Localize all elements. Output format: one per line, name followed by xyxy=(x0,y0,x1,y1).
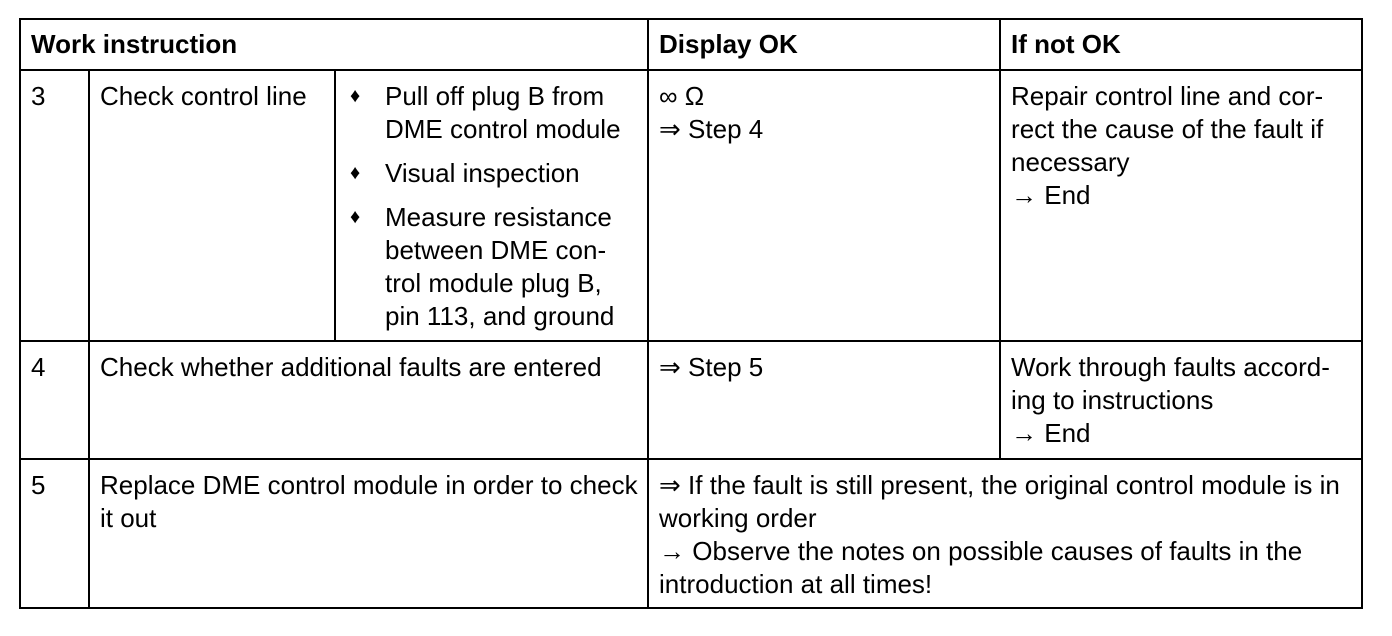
if-not-ok-cell xyxy=(1000,70,1362,341)
header-display-ok: Display OK xyxy=(648,19,1000,70)
display-ok-cell xyxy=(648,70,1000,341)
list-item xyxy=(346,80,638,146)
step-number: 5 xyxy=(20,459,89,608)
bullet-text: Pull off plug B from DME control module xyxy=(385,81,621,144)
display-ok-cell xyxy=(648,341,1000,459)
step-action: Check whether additional faults are entered xyxy=(89,341,648,459)
diamond-bullet-icon: ♦ xyxy=(350,162,361,184)
step-details xyxy=(335,70,648,341)
step-number: 3 xyxy=(20,70,89,341)
step-action: Replace DME control module in order to check it out xyxy=(89,459,648,608)
table-header-row xyxy=(20,19,1362,70)
display-ok-next-step: ⇒ Step 4 xyxy=(659,114,764,144)
if-not-ok-text: Work through faults accord-ing to instructions xyxy=(1011,352,1330,415)
work-instruction-table xyxy=(19,18,1363,609)
bullet-list xyxy=(346,80,638,333)
table-row-step-3 xyxy=(20,70,1362,341)
if-not-ok-cell xyxy=(1000,341,1362,459)
header-if-not-ok: If not OK xyxy=(1000,19,1362,70)
step-number: 4 xyxy=(20,341,89,459)
step-action: Check control line xyxy=(89,70,335,341)
if-not-ok-text: Repair control line and cor-rect the cause of the fault if necessary xyxy=(1011,81,1324,177)
display-ok-value: ∞ Ω xyxy=(659,81,705,111)
header-work-instruction: Work instruction xyxy=(20,19,648,70)
diamond-bullet-icon: ♦ xyxy=(350,206,361,228)
table-row-step-5 xyxy=(20,459,1362,608)
table-row-step-4 xyxy=(20,341,1362,459)
result-text: ⇒ If the fault is still present, the original control module is in working order xyxy=(659,470,1340,533)
bullet-text: Visual inspection xyxy=(385,158,580,188)
result-note: → Observe the notes on possible causes of faults in the introduction at all times! xyxy=(659,536,1303,599)
bullet-text: Measure resistance between DME con-trol module plug B, pin 113, and ground xyxy=(385,202,615,331)
display-ok-next-step: ⇒ Step 5 xyxy=(659,352,764,382)
result-cell xyxy=(648,459,1362,608)
list-item xyxy=(346,157,638,190)
list-item xyxy=(346,201,638,333)
if-not-ok-next: → End xyxy=(1011,418,1091,448)
if-not-ok-next: → End xyxy=(1011,180,1091,210)
diamond-bullet-icon: ♦ xyxy=(350,85,361,107)
